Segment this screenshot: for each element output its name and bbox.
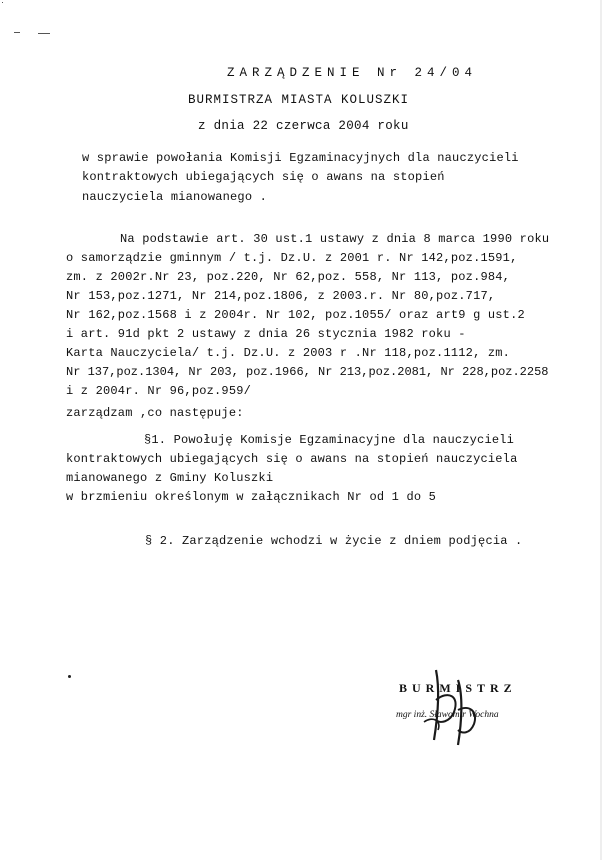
- ink-dot: [68, 675, 71, 678]
- document-date: z dnia 22 czerwca 2004 roku: [198, 119, 409, 133]
- legal-basis-line: Na podstawie art. 30 ust.1 ustawy z dnia 8 marca 1990 roku: [120, 232, 550, 246]
- legal-basis-line: Nr 162,poz.1568 i z 2004r. Nr 102, poz.1055/ oraz art9 g ust.2: [66, 308, 525, 322]
- paragraph-1-line: §1. Powołuję Komisje Egzaminacyjne dla nauczycieli: [144, 433, 515, 447]
- legal-basis-line: Nr 137,poz.1304, Nr 203, poz.1966, Nr 213,poz.2081, Nr 228,poz.2258: [66, 365, 549, 379]
- scan-speck: [38, 33, 50, 34]
- decree-intro: zarządzam ,co następuje:: [66, 406, 244, 420]
- paragraph-1-line: mianowanego z Gminy Koluszki: [66, 471, 274, 485]
- legal-basis-line: zm. z 2002r.Nr 23, poz.220, Nr 62,poz. 558, Nr 113, poz.984,: [66, 270, 511, 284]
- document-issuer: BURMISTRZA MIASTA KOLUSZKI: [188, 93, 410, 107]
- document-title: ZARZĄDZENIE Nr 24/04: [227, 66, 478, 80]
- signature-name: mgr inż. Sławomir Wochna: [396, 710, 499, 720]
- scan-speck: [14, 32, 20, 33]
- subject-line: nauczyciela mianowanego .: [82, 190, 268, 204]
- legal-basis-line: i z 2004r. Nr 96,poz.959/: [66, 384, 252, 398]
- subject-line: w sprawie powołania Komisji Egzaminacyjnych dla nauczycieli: [82, 151, 519, 165]
- legal-basis-line: Nr 153,poz.1271, Nr 214,poz.1806, z 2003.r. Nr 80,poz.717,: [66, 289, 496, 303]
- legal-basis-line: o samorządzie gminnym / t.j. Dz.U. z 2001 r. Nr 142,poz.1591,: [66, 251, 518, 265]
- signature-title: BURMISTRZ: [399, 681, 517, 695]
- scan-speck: [2, 2, 3, 3]
- legal-basis-line: i art. 91d pkt 2 ustawy z dnia 26 stycznia 1982 roku -: [66, 327, 466, 341]
- handwritten-signature: [418, 660, 508, 750]
- legal-basis-line: Karta Nauczyciela/ t.j. Dz.U. z 2003 r .Nr 118,poz.1112, zm.: [66, 346, 511, 360]
- paragraph-1-line: w brzmieniu określonym w załącznikach Nr od 1 do 5: [66, 490, 437, 504]
- paragraph-1-line: kontraktowych ubiegających się o awans na stopień nauczyciela: [66, 452, 518, 466]
- paragraph-2: § 2. Zarządzenie wchodzi w życie z dniem podjęcia .: [145, 534, 523, 548]
- subject-line: kontraktowych ubiegających się o awans na stopień: [82, 170, 445, 184]
